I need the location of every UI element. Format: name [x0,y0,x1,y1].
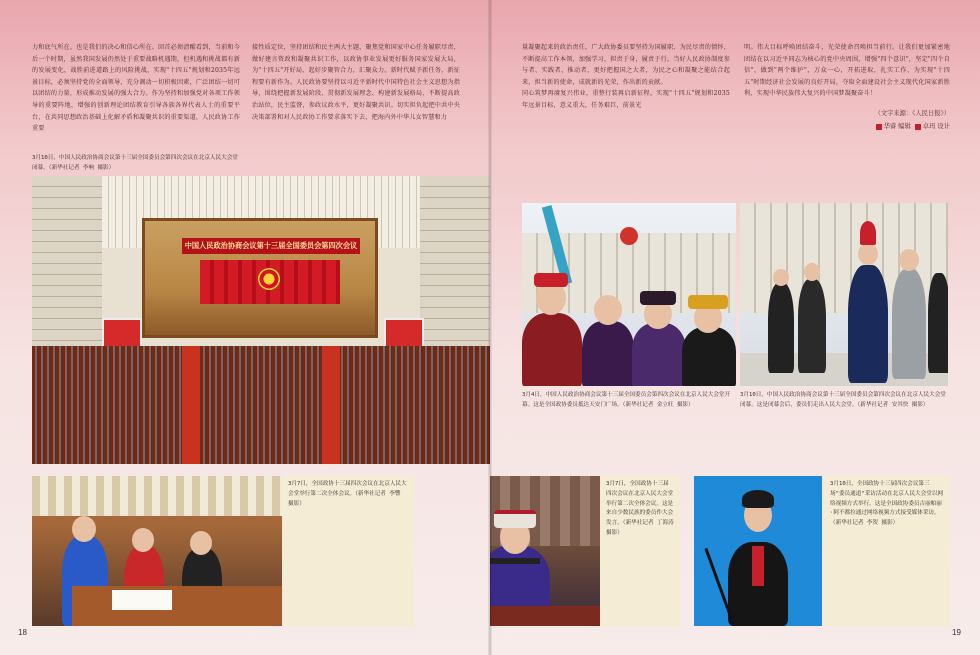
hall-banner: 中国人民政治协商会议第十三届全国委员会第四次会议 [182,238,360,254]
great-hall-exit-caption: 3月10日，中国人民政治协商会议第十三届全国委员会第四次会议在北京人民大会堂闭幕。这是闭幕会后，委员们走出人民大会堂。（新华社记者 安其快 摄影） [740,392,946,408]
meeting-caption: 3月7日，全国政协十三届四次会议在北京人民大会堂举行第二次全体会议。（新华社记者 李響 摄影） [282,476,414,626]
minority-speaker-photo [490,476,600,626]
meeting-photo [32,476,282,626]
editor-name: 华睿 编辑 [883,123,911,130]
article-column-4: 明。伟大目标呼唤团结奋斗，光荣使命召唤担当前行。让我们更加紧密地团结在以习近平同志为核心的党中央周围，增强"四个意识"，坚定"四个自信"，做到"两个维护"，万众一心，开拓进取，扎实工作，为实现"十四五"时期经济社会发展的良好开局，夺取全面建设社会主义现代化国家新胜利，实现中华民族伟大复兴的中国梦凝聚奋斗！ [744,44,950,98]
tiananmen-caption: 3月4日，中国人民政治协商会议第十三届全国委员会第四次会议在北京人民大会堂开幕。这是全国政协委员抵达天安门广场。（新华社记者 金立旺 摄影） [522,392,731,408]
tiananmen-square-photo [522,203,736,386]
source-credit: （文字来源：《人民日报》） [874,110,950,117]
great-hall-exit-photo [740,203,948,386]
right-page [490,0,980,655]
article-column-2: 接性质定位，坚持团结和民主两大主题，聚焦党和国家中心任务履职尽责，做好建言资政和凝聚共识工作，以政协事业发展更好服务国家发展大局，为"十四五"开好局、起好步聚智合力，汇聚众力。新时代赋予新任务，新征程要有新作为。人民政协要坚持以习近平新时代中国特色社会主义思想为指导，围绕把握新发展阶段、贯彻新发展理念、构建新发展格局，不断提高政治站位，民主监督，参政议政水平，更好凝聚共识。切实担负起把中共中央决策部署和对人民政协工作要求落实下去，把海内外中华儿女智慧和力 [252,44,460,121]
page-number-left: 18 [18,628,27,637]
video-interview-photo [694,476,822,626]
minority-speaker-caption: 3月7日，全国政协十三届四次会议在北京人民大会堂举行第二次全体会议。这是来自少数民族的委员作大会发言。（新华社记者 丁海涛 摄影） [600,476,680,626]
page-number-right: 19 [952,628,961,637]
editor-credit [790,121,950,130]
main-photo-caption: 3月10日，中国人民政治协商会议第十三届全国委员会第四次会议在北京人民大会堂闭幕。（新华社记者 李响 摄影） [32,155,238,171]
designer-name: 卓玛 设计 [922,123,950,130]
article-column-1: 力和底气所在。也是我们的决心和信心所在。回首必须清醒看到，当前和今后一个时期，虽然我国发展仍然处于重要战略机遇期，但机遇和挑战都有新的发展变化，战胜前进道路上的风险挑战，实现"十四五"规划和2035年远景目标，必须坚持党的全面领导，充分调动一切积极因素，广泛团结一切可以团结的力量，形成推动发展的强大合力。作为坚持和加强党对各项工作领导的重要阵地，增强的创新理论团结教育引导各族各界代表人士的重要平台，在共同思想政治基础上化解矛盾和凝聚共识的重要渠道，人民政协工作重要 [32,44,240,133]
video-interview-caption: 3月10日，全国政协十三届四次会议第三场"委员通道"采访活动在北京人民大会堂以网络视频方式举行。这是全国政协委员古丽帕丽·阿不都拉通过网络视频方式接受媒体采访。（新华社记者 李贺 摄影） [824,476,950,626]
article-column-3: 量凝聚起来的政治责任，广大政协委员要坚持为国履职、为民尽责的情怀，不断提高工作本领，加强学习，担责于身，履责于行，当好人民政协制度参与者、实践者、推动者，更好把握国之大者，为民之心和凝聚之能结合起来，担当新的使命，成就新的光荣，作出新的贡献。 同心筑梦再赓复兴伟业，重整行装再启新征程。实现"十四五"规划和2035年远景目标，意义重大，任务艰巨，前景光 [522,44,730,109]
assembly-hall-photo [32,176,490,464]
book-spine [488,0,492,655]
national-emblem-icon [258,268,280,290]
